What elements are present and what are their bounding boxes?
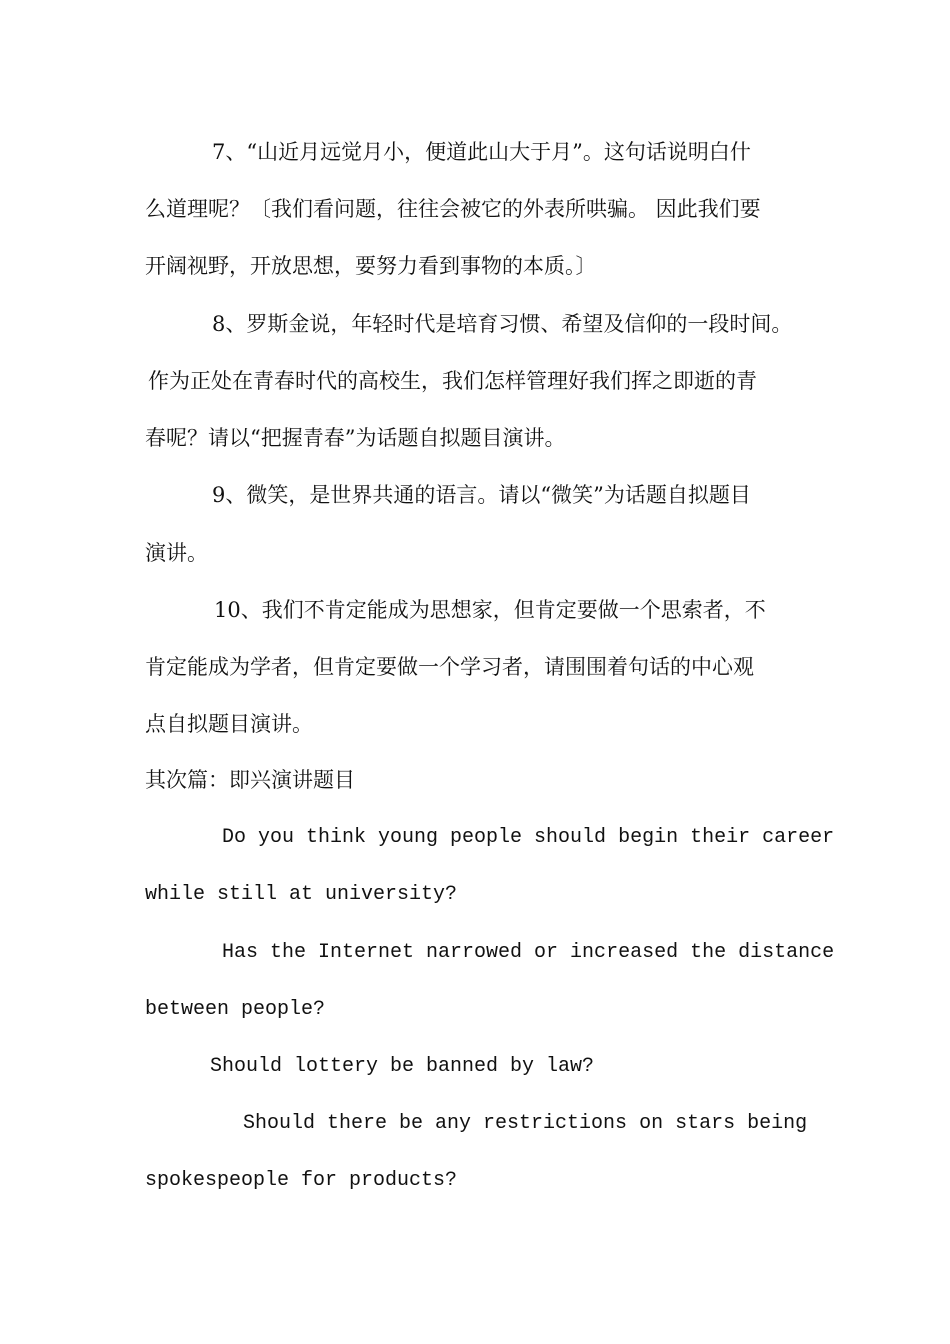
text-line-q10-1: 10、我们不肯定能成为思想家，但肯定要做一个思索者，不 <box>214 598 766 622</box>
text-line-q9-2: 演讲。 <box>145 541 208 565</box>
text-line-en-1a: Do you think young people should begin their career <box>222 826 835 849</box>
text-line-q8-2: 作为正处在青春时代的高校生，我们怎样管理好我们挥之即逝的青 <box>148 369 757 393</box>
text-line-en-2b: between people? <box>145 998 326 1021</box>
text-line-q9-1: 9、微笑，是世界共通的语言。请以“微笑”为话题自拟题目 <box>212 483 751 507</box>
text-line-q10-3: 点自拟题目演讲。 <box>145 712 313 736</box>
text-line-en-1b: while still at university? <box>145 883 458 906</box>
section-heading: 其次篇：即兴演讲题目 <box>145 768 355 792</box>
text-line-en-4a: Should there be any restrictions on stars being <box>243 1112 808 1135</box>
text-line-q10-2: 肯定能成为学者，但肯定要做一个学习者，请围围着句话的中心观 <box>145 655 754 679</box>
text-line-en-4b: spokespeople for products? <box>145 1169 458 1192</box>
text-line-q8-3: 春呢？请以“把握青春”为话题自拟题目演讲。 <box>145 426 566 450</box>
text-line-q8-1: 8、罗斯金说，年轻时代是培育习惯、希望及信仰的一段时间。 <box>212 312 793 336</box>
text-line-en-3: Should lottery be banned by law? <box>210 1055 595 1078</box>
text-line-q7-3: 开阔视野，开放思想，要努力看到事物的本质。〕 <box>145 254 597 278</box>
text-line-q7-2: 么道理呢？〔我们看问题，往往会被它的外表所哄骗。 因此我们要 <box>145 197 761 221</box>
text-line-q7-1: 7、“山近月远觉月小，便道此山大于月”。这句话说明白什 <box>212 140 751 164</box>
text-line-en-2a: Has the Internet narrowed or increased the distance <box>222 941 835 964</box>
